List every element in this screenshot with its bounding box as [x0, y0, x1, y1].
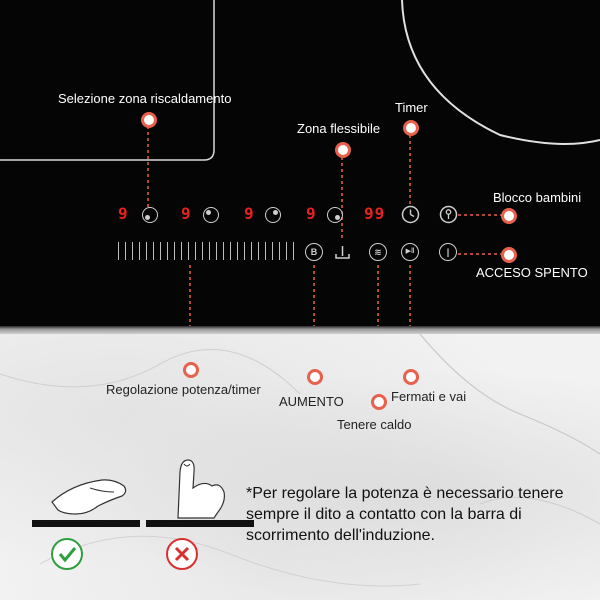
slider-tick	[167, 242, 168, 260]
slider-tick	[195, 242, 196, 260]
boost-button[interactable]: B	[305, 243, 323, 261]
wrong-touch-illustration	[146, 452, 254, 532]
slider-tick	[279, 242, 280, 260]
label-power-timer: Regolazione potenza/timer	[106, 382, 261, 397]
slider-tick	[174, 242, 175, 260]
slider-tick	[202, 242, 203, 260]
zone-1-select-button[interactable]	[142, 207, 158, 223]
label-zone-select: Selezione zona riscaldamento	[58, 91, 232, 106]
marker-on-off	[501, 247, 517, 263]
marker-pause	[403, 369, 419, 385]
slider-tick	[237, 242, 238, 260]
pause-button[interactable]: ▶‖	[401, 243, 419, 261]
label-child-lock: Blocco bambini	[493, 190, 582, 205]
slider-tick	[146, 242, 147, 260]
label-boost: AUMENTO	[279, 394, 344, 409]
cooktop-edge	[0, 326, 600, 334]
slider-tick	[181, 242, 182, 260]
clock-icon[interactable]	[401, 205, 420, 224]
power-slider[interactable]	[118, 242, 293, 260]
label-pause: Fermati e vai	[391, 389, 467, 404]
marker-zone-select	[141, 112, 157, 128]
display-zone-4: 9	[306, 204, 317, 223]
display-zone-1: 9	[118, 204, 129, 223]
slider-tick	[216, 242, 217, 260]
cross-icon	[165, 537, 199, 571]
slider-tick	[293, 242, 294, 260]
slider-tick	[258, 242, 259, 260]
display-timer: 99	[364, 204, 386, 223]
check-icon	[50, 537, 84, 571]
marker-flex-zone	[335, 142, 351, 158]
slider-tick	[160, 242, 161, 260]
slider-tick	[223, 242, 224, 260]
slider-tick	[139, 242, 140, 260]
slider-tick	[188, 242, 189, 260]
usage-note: *Per regolare la potenza è necessario tenere sempre il dito a contatto con la barra di scorrimento dell'induzione.	[246, 485, 564, 544]
label-on-off: ACCESO SPENTO	[476, 265, 588, 280]
slider-tick	[132, 242, 133, 260]
slider-tick	[272, 242, 273, 260]
marker-power-timer	[183, 362, 199, 378]
key-lock-icon[interactable]	[439, 205, 458, 224]
display-zone-3: 9	[244, 204, 255, 223]
slider-tick	[230, 242, 231, 260]
zone-4-select-button[interactable]	[327, 207, 343, 223]
zone-2-select-button[interactable]	[203, 207, 219, 223]
marker-boost	[307, 369, 323, 385]
label-flex-zone: Zona flessibile	[297, 121, 381, 136]
slider-tick	[251, 242, 252, 260]
slider-tick	[244, 242, 245, 260]
marker-child-lock	[501, 208, 517, 224]
slider-tick	[286, 242, 287, 260]
label-timer: Timer	[395, 100, 428, 115]
slider-tick	[265, 242, 266, 260]
power-button[interactable]: |	[439, 243, 457, 261]
flex-zone-icon[interactable]	[333, 243, 352, 262]
zone-3-select-button[interactable]	[265, 207, 281, 223]
slider-tick	[118, 242, 119, 260]
marker-timer	[403, 120, 419, 136]
slider-tick	[209, 242, 210, 260]
display-zone-2: 9	[181, 204, 192, 223]
slider-tick	[153, 242, 154, 260]
marker-keep-warm	[371, 394, 387, 410]
label-keep-warm: Tenere caldo	[337, 417, 412, 432]
correct-touch-illustration	[32, 462, 140, 532]
keep-warm-button[interactable]: ≋	[369, 243, 387, 261]
slider-tick	[125, 242, 126, 260]
